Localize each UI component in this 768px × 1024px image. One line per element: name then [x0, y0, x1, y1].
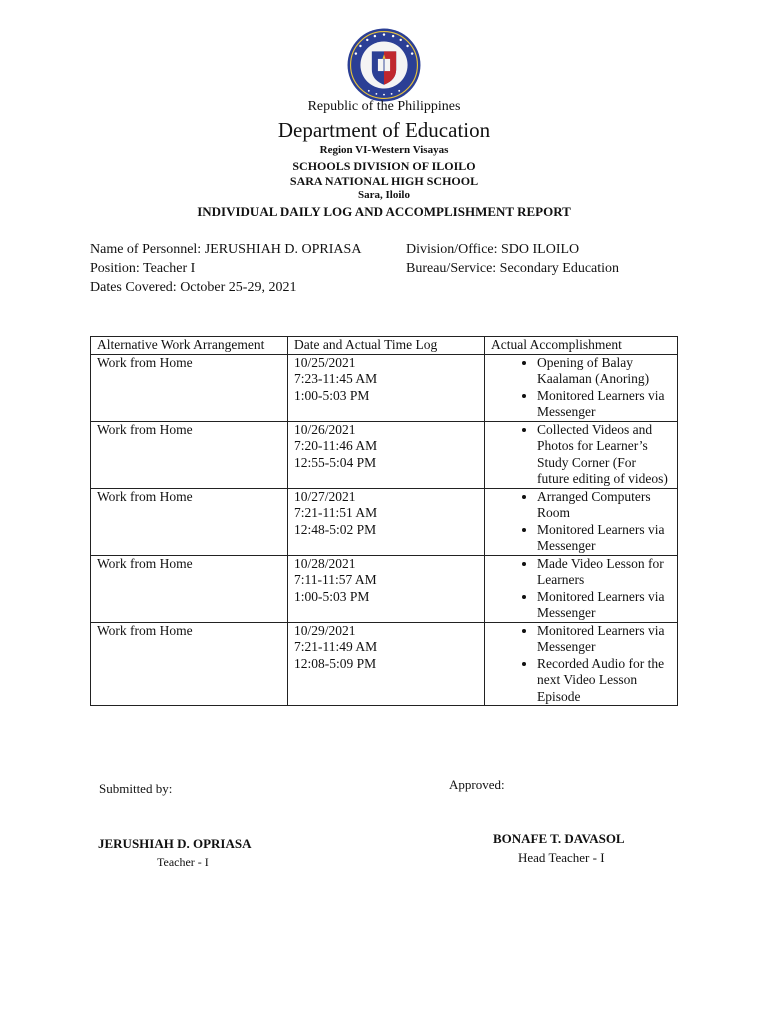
log-am-time: 7:23-11:45 AM: [294, 371, 378, 386]
log-am-time: 7:21-11:49 AM: [294, 639, 378, 654]
deped-seal-logo: [346, 27, 422, 103]
accomplishment-item: • Opening of Balay Kaalaman (Anoring): [537, 355, 671, 388]
arrangement-cell: Work from Home: [91, 488, 288, 555]
accomplishment-item: • Made Video Lesson for Learners: [537, 556, 671, 589]
personnel-name: Name of Personnel: JERUSHIAH D. OPRIASA: [90, 242, 362, 257]
log-am-time: 7:20-11:46 AM: [294, 438, 378, 453]
accomplishment-cell: [485, 555, 678, 622]
accomplishment-item: • Collected Videos and Photos for Learner’s Study Corner (For future editing of videos): [537, 422, 671, 488]
accomplishment-list: [491, 422, 671, 488]
column-header-accomplishment: Actual Accomplishment: [485, 337, 678, 355]
table-row: [91, 622, 678, 706]
school-line: SARA NATIONAL HIGH SCHOOL: [289, 174, 479, 188]
republic-line: Republic of the Philippines: [307, 99, 461, 114]
submitter-position: Teacher - I: [157, 855, 209, 869]
approver-name: BONAFE T. DAVASOL: [493, 831, 625, 846]
table-row: [91, 555, 678, 622]
approver-position: Head Teacher - I: [518, 850, 605, 865]
time-log-cell: [288, 555, 485, 622]
accomplishment-list: [491, 489, 671, 555]
arrangement-cell: Work from Home: [91, 421, 288, 488]
accomplishment-list: [491, 556, 671, 622]
time-log-cell: [288, 622, 485, 706]
accomplishment-list: [491, 623, 671, 706]
table-row: [91, 354, 678, 421]
table-header-row: [91, 337, 678, 355]
time-log-cell: [288, 354, 485, 421]
log-am-time: 7:21-11:51 AM: [294, 505, 378, 520]
submitted-by-label: Submitted by:: [99, 781, 173, 796]
log-pm-time: 1:00-5:03 PM: [294, 588, 370, 604]
table-row: [91, 421, 678, 488]
column-header-time-log: Date and Actual Time Log: [288, 337, 485, 355]
log-date: 10/25/2021: [294, 354, 356, 370]
bureau-service: Bureau/Service: Secondary Education: [406, 261, 620, 276]
division-line: SCHOOLS DIVISION OF ILOILO: [292, 159, 476, 173]
arrangement-cell: Work from Home: [91, 555, 288, 622]
log-pm-time: 12:08-5:09 PM: [294, 655, 377, 671]
log-date: 10/28/2021: [294, 555, 356, 571]
accomplishment-cell: [485, 488, 678, 555]
accomplishment-item: • Recorded Audio for the next Video Lesson Episode: [537, 656, 671, 706]
time-log-cell: [288, 488, 485, 555]
log-pm-time: 12:48-5:02 PM: [294, 521, 377, 537]
accomplishment-item: • Monitored Learners via Messenger: [537, 623, 671, 656]
accomplishment-item: • Monitored Learners via Messenger: [537, 589, 671, 622]
accomplishment-item: • Monitored Learners via Messenger: [537, 522, 671, 555]
accomplishment-list: [491, 355, 671, 421]
log-pm-time: 12:55-5:04 PM: [294, 454, 377, 470]
log-am-time: 7:11-11:57 AM: [294, 572, 377, 587]
arrangement-cell: Work from Home: [91, 354, 288, 421]
log-date: 10/26/2021: [294, 421, 356, 437]
table-row: [91, 488, 678, 555]
accomplishment-cell: [485, 354, 678, 421]
personnel-position: Position: Teacher I: [90, 261, 196, 276]
division-office: Division/Office: SDO ILOILO: [406, 242, 580, 257]
region-line: Region VI-Western Visayas: [319, 144, 449, 156]
daily-log-table: [90, 336, 678, 706]
time-log-cell: [288, 421, 485, 488]
accomplishment-item: • Monitored Learners via Messenger: [537, 388, 671, 421]
approved-label: Approved:: [449, 777, 505, 792]
report-title: INDIVIDUAL DAILY LOG AND ACCOMPLISHMENT REPORT: [197, 204, 571, 219]
column-header-arrangement: Alternative Work Arrangement: [91, 337, 288, 355]
accomplishment-cell: [485, 421, 678, 488]
department-title: Department of Education: [277, 118, 491, 142]
accomplishment-cell: [485, 622, 678, 706]
dates-covered: Dates Covered: October 25-29, 2021: [90, 280, 297, 295]
town-line: Sara, Iloilo: [358, 189, 410, 201]
submitter-name: JERUSHIAH D. OPRIASA: [98, 836, 252, 851]
log-date: 10/27/2021: [294, 488, 356, 504]
log-pm-time: 1:00-5:03 PM: [294, 387, 370, 403]
arrangement-cell: Work from Home: [91, 622, 288, 706]
accomplishment-item: • Arranged Computers Room: [537, 489, 671, 522]
log-date: 10/29/2021: [294, 622, 356, 638]
